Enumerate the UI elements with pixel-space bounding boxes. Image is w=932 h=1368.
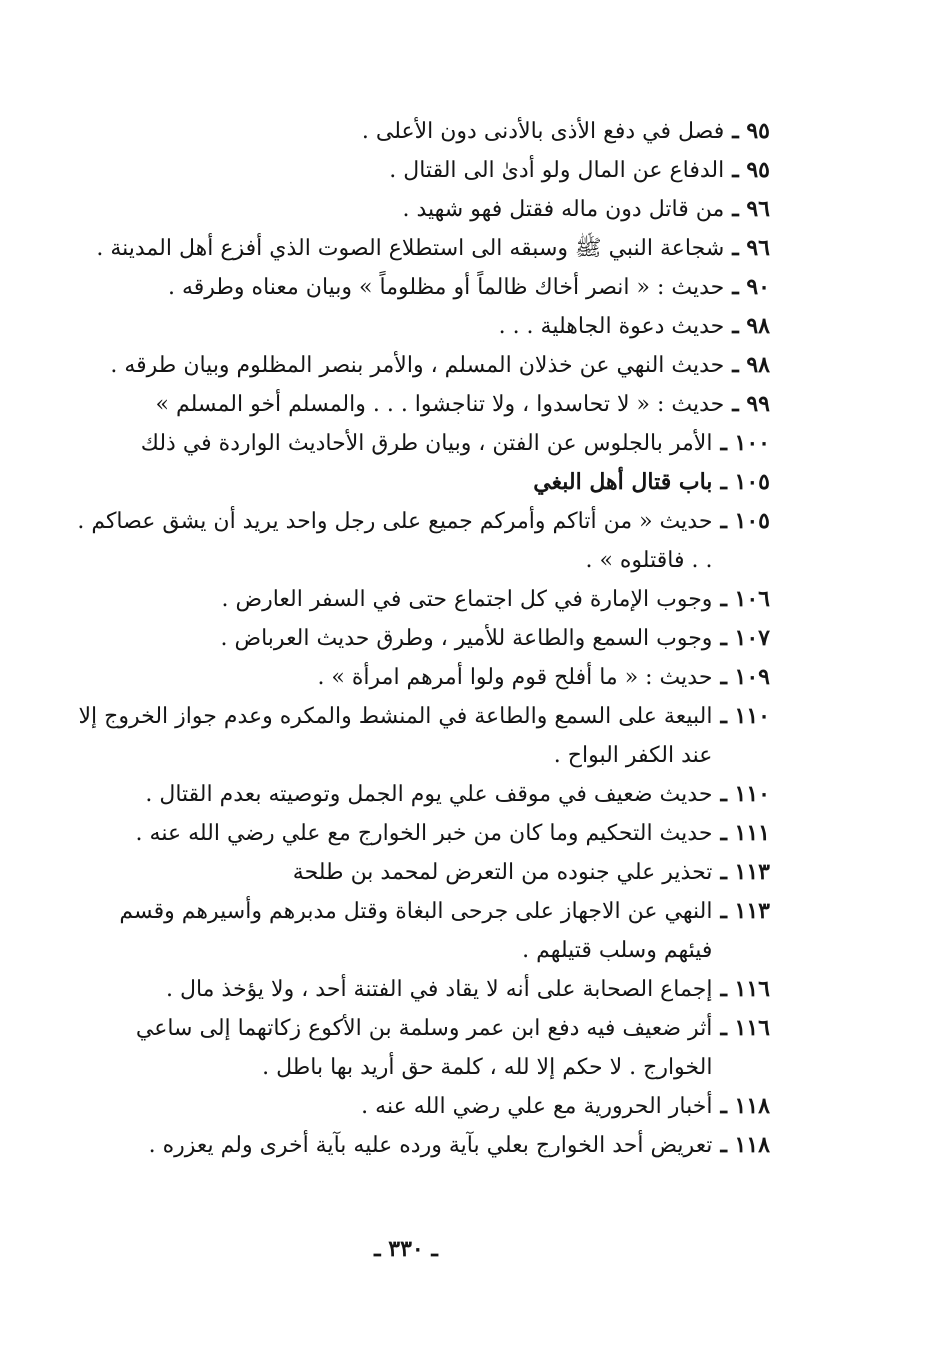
- toc-entry: [70, 112, 770, 151]
- toc-entry-page-number: ٩٥ ـ: [732, 118, 770, 144]
- toc-entry-page-number: ١٠٦ ـ: [720, 586, 770, 612]
- toc-entry: [70, 346, 770, 385]
- toc-entry-title: وجوب الإمارة في كل اجتماع حتى في السفر العارض .: [221, 587, 713, 612]
- toc-entry-page-number: ١١٦ ـ: [720, 1015, 770, 1041]
- toc-entry: [70, 814, 770, 853]
- toc-entry: [70, 502, 770, 580]
- toc-entry-page-number: ١٠٧ ـ: [720, 625, 770, 651]
- toc-entry: [70, 892, 770, 970]
- toc-entry: [70, 463, 770, 502]
- toc-entry-title: الأمر بالجلوس عن الفتن ، وبيان طرق الأحاديث الواردة في ذلك: [140, 431, 713, 456]
- toc-entry-title: من قاتل دون ماله فقتل فهو شهيد .: [402, 197, 725, 222]
- toc-entry: [70, 619, 770, 658]
- table-of-contents: [70, 112, 770, 1165]
- toc-entry-title: حديث النهي عن خذلان المسلم ، والأمر بنصر المظلوم وبيان طرقه .: [110, 353, 725, 378]
- toc-entry-title: حديث التحكيم وما كان من خبر الخوارج مع علي رضي الله عنه .: [135, 821, 713, 846]
- section-heading: باب قتال أهل البغي: [533, 469, 713, 495]
- toc-entry: [70, 1087, 770, 1126]
- toc-entry-title: فصل في دفع الأذى بالأدنى دون الأعلى .: [361, 119, 725, 144]
- toc-entry-title: النهي عن الاجهاز على جرحى البغاة وقتل مدبرهم وأسيرهم وقسم فيئهم وسلب قتيلهم .: [119, 899, 713, 963]
- toc-entry-title: حديث : « لا تحاسدوا ، ولا تناجشوا . . . والمسلم أخو المسلم »: [155, 392, 725, 417]
- toc-entry-title: أثر ضعيف فيه دفع ابن عمر وسلمة بن الأكوع زكاتهما إلى ساعي الخوارج . لا حكم إلا لله ، كلمة حق أريد بها باطل .: [135, 1016, 713, 1080]
- toc-entry-page-number: ٩٩ ـ: [732, 391, 770, 417]
- toc-entry-page-number: ١١٦ ـ: [720, 976, 770, 1002]
- toc-entry-title: البيعة على السمع والطاعة في المنشط والمكره وعدم جواز الخروج إلا عند الكفر البواح .: [78, 704, 713, 768]
- toc-entry-title: شجاعة النبي ﷺ وسبقه الى استطلاع الصوت الذي أفزع أهل المدينة .: [96, 236, 725, 261]
- toc-entry: [70, 697, 770, 775]
- toc-entry: [70, 229, 770, 268]
- toc-entry-title: إجماع الصحابة على أنه لا يقاد في الفتنة أحد ، ولا يؤخذ مال .: [165, 977, 713, 1002]
- toc-entry-title: تعريض أحد الخوارج بعلي بآية ورده عليه بآية أخرى ولم يعزره .: [148, 1133, 713, 1158]
- toc-entry-title: حديث دعوة الجاهلية . . .: [498, 314, 725, 339]
- toc-entry: [70, 385, 770, 424]
- toc-entry: [70, 580, 770, 619]
- toc-entry: [70, 658, 770, 697]
- toc-entry-page-number: ٩٦ ـ: [732, 235, 770, 261]
- toc-entry: [70, 424, 770, 463]
- toc-entry: [70, 151, 770, 190]
- toc-entry-page-number: ٩٥ ـ: [732, 157, 770, 183]
- toc-entry-page-number: ١١٠ ـ: [720, 781, 770, 807]
- toc-entry-page-number: ١١٠ ـ: [720, 703, 770, 729]
- toc-entry-title: حديث : « انصر أخاك ظالماً أو مظلوماً » وبيان معناه وطرقه .: [167, 275, 725, 300]
- toc-entry-title: تحذير علي جنوده من التعرض لمحمد بن طلحة: [292, 860, 713, 885]
- toc-entry: [70, 853, 770, 892]
- toc-entry-page-number: ٩٨ ـ: [732, 352, 770, 378]
- toc-entry-page-number: ١١١ ـ: [720, 820, 770, 846]
- toc-entry-page-number: ١٠٥ ـ: [720, 508, 770, 534]
- toc-entry-page-number: ٩٠ ـ: [732, 274, 770, 300]
- toc-entry-title: حديث « من أتاكم وأمركم جميع على رجل واحد يريد أن يشق عصاكم . . . فاقتلوه » .: [77, 509, 713, 573]
- toc-entry-page-number: ١٠٠ ـ: [720, 430, 770, 456]
- toc-entry-page-number: ١١٨ ـ: [720, 1093, 770, 1119]
- toc-entry-page-number: ٩٨ ـ: [732, 313, 770, 339]
- toc-entry-title: وجوب السمع والطاعة للأمير ، وطرق حديث العرباض .: [220, 626, 713, 651]
- page-number: ـ ٣٣٠ ـ: [374, 1236, 438, 1262]
- toc-entry: [70, 307, 770, 346]
- toc-entry-page-number: ١١٨ ـ: [720, 1132, 770, 1158]
- toc-entry: [70, 268, 770, 307]
- toc-entry: [70, 970, 770, 1009]
- toc-entry-page-number: ١٠٩ ـ: [720, 664, 770, 690]
- toc-entry: [70, 190, 770, 229]
- toc-entry: [70, 775, 770, 814]
- toc-entry-page-number: ١١٣ ـ: [720, 859, 770, 885]
- toc-entry-title: أخبار الحرورية مع علي رضي الله عنه .: [361, 1094, 713, 1119]
- toc-entry: [70, 1126, 770, 1165]
- toc-entry-page-number: ١٠٥ ـ: [720, 469, 770, 495]
- toc-entry: [70, 1009, 770, 1087]
- toc-entry-title: الدفاع عن المال ولو أدىٰ الى القتال .: [389, 158, 725, 183]
- toc-entry-title: حديث : « ما أفلح قوم ولوا أمرهم امرأة » .: [317, 665, 713, 690]
- toc-entry-title: حديث ضعيف في موقف علي يوم الجمل وتوصيته بعدم القتال .: [145, 782, 713, 807]
- toc-entry-page-number: ٩٦ ـ: [732, 196, 770, 222]
- toc-entry-page-number: ١١٣ ـ: [720, 898, 770, 924]
